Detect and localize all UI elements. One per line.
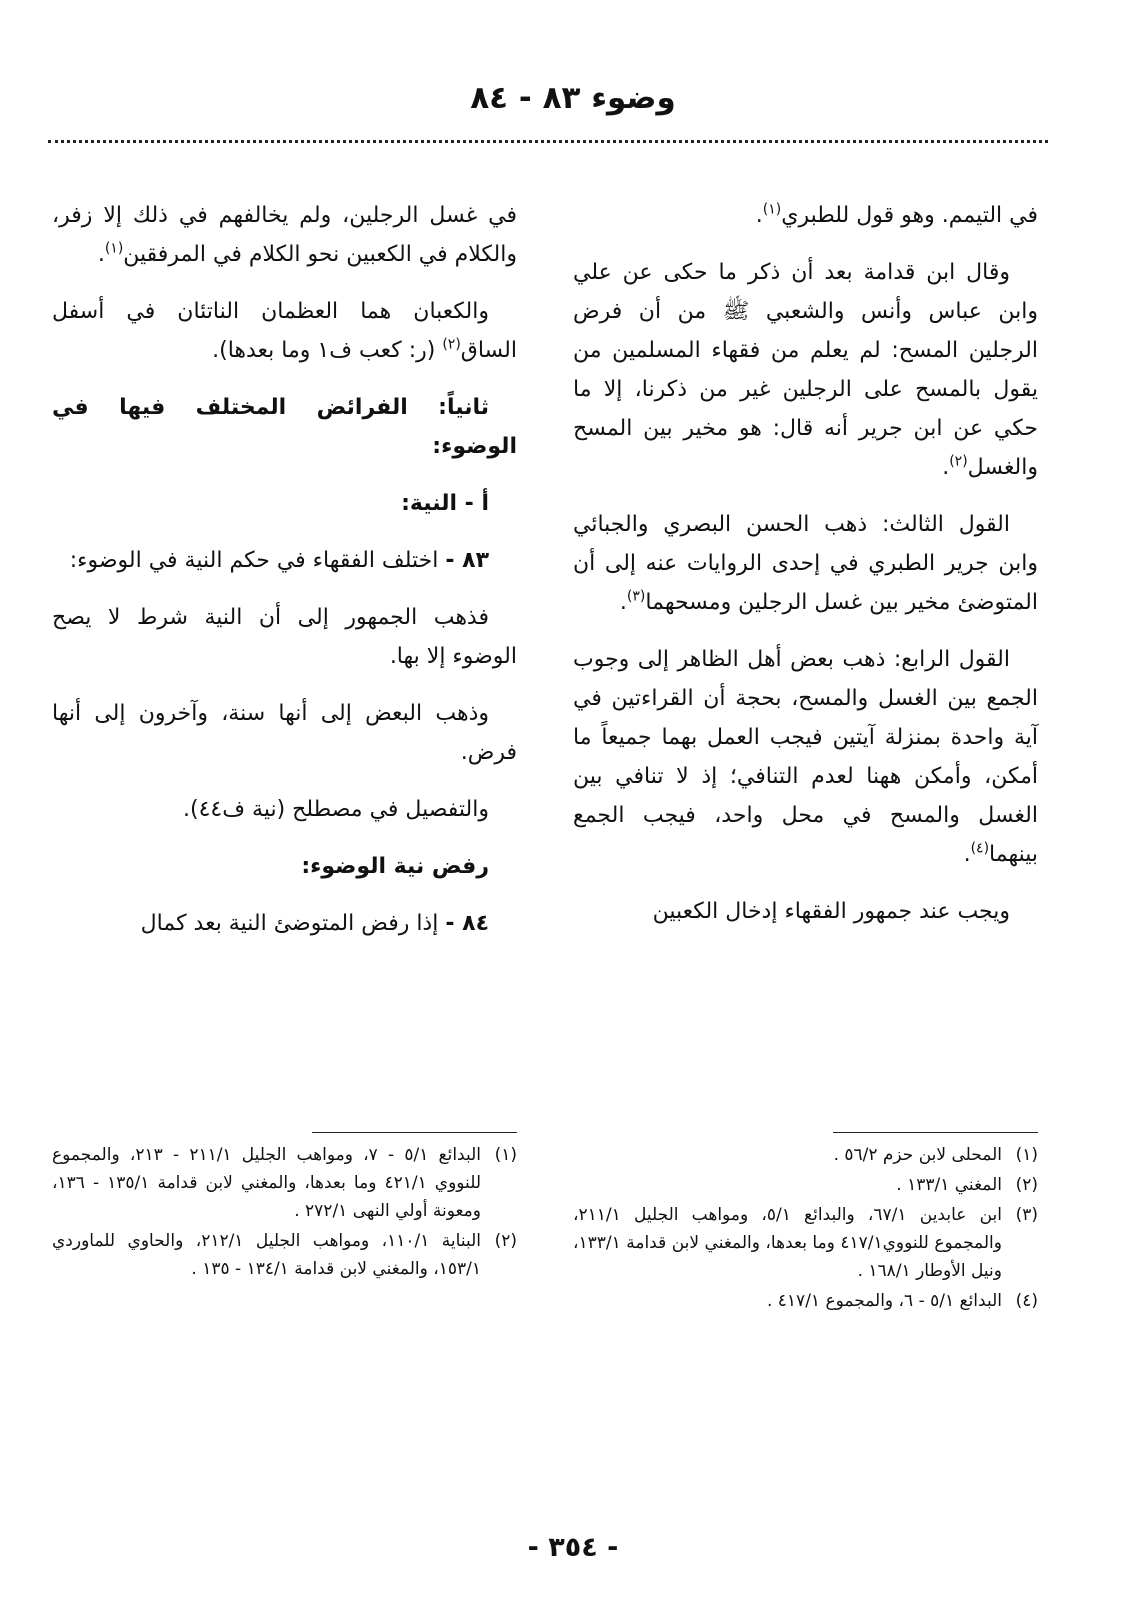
page-number: - ٣٥٤ - (527, 1532, 619, 1563)
paragraph (573, 892, 1038, 931)
footnote (573, 1141, 1038, 1169)
footnote-text: المحلى لابن حزم ٥٦/٢ . (833, 1145, 1002, 1165)
paragraph-text: في التيمم. وهو قول للطبري (781, 203, 1038, 228)
footnote-rule (312, 1132, 517, 1133)
footnote-text: البدائع ٥/١ - ٧، ومواهب الجليل ٢١١/١ - ٢١٣، والمجموع للنووي ٤٢١/١ وما بعدها، والمغني لابن قدامة ١٣٥/١ - ١٣٦، ومعونة أولي النهى ٢٧٢/١ . (52, 1145, 482, 1221)
paragraph-text: اختلف الفقهاء في حكم النية في الوضوء: (69, 548, 439, 573)
subsection-heading: رفض نية الوضوء: (301, 854, 489, 879)
footnote-ref: (١) (762, 201, 782, 218)
paragraph-text: وقال ابن قدامة بعد أن ذكر ما حكى عن علي وابن عباس وأنس والشعبي ﷺ من أن فرض الرجلين المسح: لم يعلم من فقهاء المسلمين من يقول بالمسح على الرجلين غير من ذكرنا، إلا ما حكي عن ابن جرير أنه قال: هو مخير بين المسح والغسل (573, 260, 1038, 480)
footnote (573, 1287, 1038, 1315)
footnote-text: البدائع ٥/١ - ٦، والمجموع ٤١٧/١ . (766, 1291, 1002, 1311)
footnote-ref: (٣) (626, 588, 646, 605)
paragraph-text: في غسل الرجلين، ولم يخالفهم في ذلك إلا زفر، والكلام في الكعبين نحو الكلام في المرفقين (52, 203, 517, 267)
paragraph (573, 640, 1038, 874)
numbered-paragraph (52, 541, 517, 580)
paragraph-number: ٨٣ - (445, 548, 489, 573)
footnote-ref: (٤) (970, 840, 990, 857)
footnote (573, 1171, 1038, 1199)
paragraph-number: ٨٤ - (445, 911, 489, 936)
paragraph-text: القول الثالث: ذهب الحسن البصري والجبائي وابن جرير الطبري في إحدى الروايات عنه إلى أن المتوضئ مخير بين غسل الرجلين ومسحهما (573, 512, 1038, 615)
paragraph: فذهب الجمهور إلى أن النية شرط لا يصح الوضوء إلا بها. (52, 605, 517, 669)
paragraph: وذهب البعض إلى أنها سنة، وآخرون إلى أنها فرض. (52, 701, 517, 765)
footnote-number: (٢) (494, 1231, 517, 1251)
section-heading: ثانياً: الفرائض المختلف فيها في الوضوء: (52, 395, 517, 459)
footnote-number: (٢) (1015, 1175, 1038, 1195)
paragraph-end: . (963, 842, 971, 867)
paragraph (573, 253, 1038, 487)
footnote-number: (٣) (1015, 1205, 1038, 1225)
footnote-ref: (٢) (442, 336, 461, 353)
footnote-text: البناية ١١٠/١، ومواهب الجليل ٢١٢/١، والحاوي للماوردي ١٥٣/١، والمغني لابن قدامة ١٣٤/١ - ١٣٥ . (52, 1231, 481, 1279)
paragraph-text: القول الرابع: ذهب بعض أهل الظاهر إلى وجوب الجمع بين الغسل والمسح، بحجة أن القراءتين في آية واحدة بمنزلة آيتين فيجب العمل بهما جميعاً ما أمكن، وأمكن ههنا لعدم التنافي؛ إذ لا تنافي بين الغسل والمسح في محل واحد، فيجب الجمع بينهما (573, 647, 1038, 867)
footnote (573, 1201, 1038, 1285)
paragraph-end: . (755, 203, 763, 228)
footnote-text: المغني ١٣٣/١ . (896, 1175, 1002, 1195)
paragraph-end: . (97, 242, 105, 267)
paragraph (573, 196, 1038, 235)
paragraph (52, 292, 517, 370)
footnotes-left (52, 1132, 517, 1285)
paragraph-end: . (619, 590, 627, 615)
paragraph-text: ويجب عند جمهور الفقهاء إدخال الكعبين (652, 899, 1010, 924)
paragraph-text: إذا رفض المتوضئ النية بعد كمال (140, 911, 439, 936)
footnote-ref: (١) (104, 240, 124, 257)
header-dotted-rule (48, 140, 1048, 143)
paragraph-end: (ر: كعب ف١ وما بعدها). (212, 338, 443, 363)
numbered-paragraph (52, 904, 517, 943)
paragraph-text: والكعبان هما العظمان الناتئان في أسفل الساق (52, 299, 517, 363)
left-column (52, 196, 517, 961)
subsection-heading: أ - النية: (401, 491, 489, 516)
paragraph-end: . (942, 455, 950, 480)
paragraph (573, 505, 1038, 622)
footnotes-right (573, 1132, 1038, 1317)
footnote-number: (٤) (1015, 1291, 1038, 1311)
footnote (52, 1141, 517, 1225)
paragraph (52, 196, 517, 274)
footnote (52, 1227, 517, 1283)
footnote-number: (١) (1015, 1145, 1038, 1165)
footnote-ref: (٢) (949, 453, 968, 470)
paragraph: والتفصيل في مصطلح (نية ف٤٤). (183, 797, 489, 822)
footnote-rule (833, 1132, 1038, 1133)
right-column (573, 196, 1038, 949)
page-header: وضوء ٨٣ - ٨٤ (470, 80, 676, 116)
footnote-number: (١) (494, 1145, 517, 1165)
footnote-text: ابن عابدين ٦٧/١، والبدائع ٥/١، ومواهب الجليل ٢١١/١، والمجموع للنووي٤١٧/١ وما بعدها، والمغني لابن قدامة ١٣٣/١، ونيل الأوطار ١٦٨/١ . (573, 1205, 1002, 1281)
